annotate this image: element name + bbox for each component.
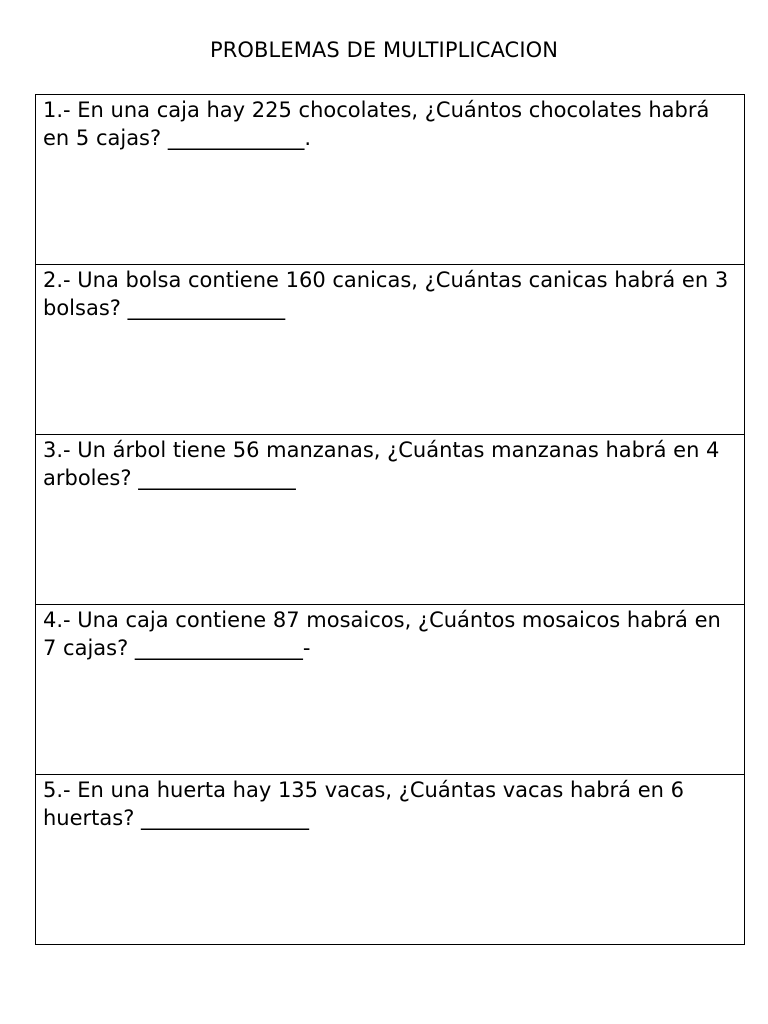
problem-cell-2: 2.- Una bolsa contiene 160 canicas, ¿Cuántas canicas habrá en 3 bolsas? _______________ [36,265,744,435]
problem-table [35,94,745,945]
problem-cell-5: 5.- En una huerta hay 135 vacas, ¿Cuántas vacas habrá en 6 huertas? ________________ [43,778,684,830]
page-title: PROBLEMAS DE MULTIPLICACION [209,38,559,62]
problem-cell-3: 3.- Un árbol tiene 56 manzanas, ¿Cuántas manzanas habrá en 4 arboles? _______________ [36,435,744,605]
problem-cell-1: 1.- En una caja hay 225 chocolates, ¿Cuántos chocolates habrá en 5 cajas? _____________. [36,95,744,265]
problem-cell-4: 4.- Una caja contiene 87 mosaicos, ¿Cuántos mosaicos habrá en 7 cajas? ________________- [36,605,744,775]
